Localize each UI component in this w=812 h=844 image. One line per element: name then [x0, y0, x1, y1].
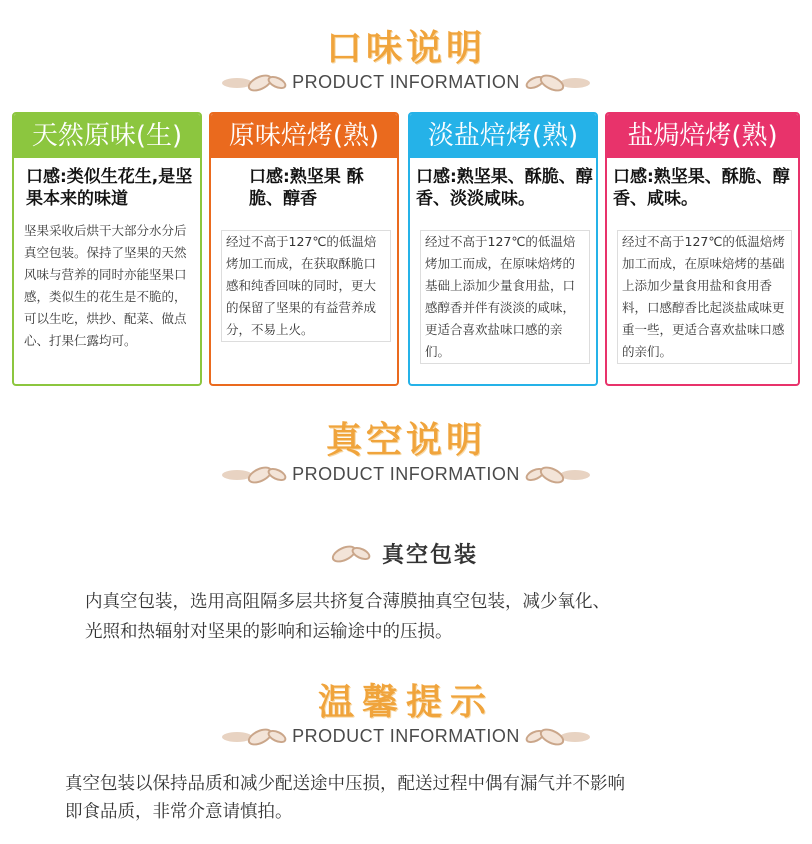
vacuum-section-title: 真空说明 — [325, 419, 486, 461]
almond-left-icon — [224, 76, 284, 90]
vacuum-section-subtitle: PRODUCT INFORMATION — [292, 464, 520, 484]
flavor-card-description: 经过不高于127℃的低温焙烤加工而成，在获取酥脆口感和纯香回味的同时，更大的保留了坚果的有益营养成分，不易上火。 — [221, 230, 391, 342]
tips-subtitle-row — [0, 726, 812, 747]
packaging-line-1: 内真空包装，选用高阻隔多层共挤复合薄膜抽真空包装，减少氧化、 — [85, 592, 610, 612]
almond-left-icon — [224, 468, 284, 482]
tips-line-2: 即食品质，非常介意请慎拍。 — [65, 802, 293, 822]
flavor-section-title: 口味说明 — [325, 27, 486, 69]
flavor-card-header: 天然原味(生) — [14, 114, 200, 158]
flavor-subtitle-row — [0, 72, 812, 93]
flavor-section-subtitle: PRODUCT INFORMATION — [292, 72, 520, 92]
tips-line-1: 真空包装以保持品质和减少配送途中压损，配送过程中偶有漏气并不影响 — [65, 774, 625, 794]
flavor-card-taste: 口感:类似生花生,是坚果本来的味道 — [26, 167, 193, 209]
flavor-card-taste: 口感:熟坚果 酥脆、醇香 — [249, 167, 364, 209]
flavor-card-salt-baked — [605, 112, 800, 386]
flavor-card-taste: 口感:熟坚果、酥脆、醇香、咸味。 — [613, 167, 790, 209]
packaging-heading — [0, 538, 812, 569]
tips-section-subtitle: PRODUCT INFORMATION — [292, 726, 520, 746]
flavor-card-taste: 口感:熟坚果、酥脆、醇香、淡淡咸味。 — [416, 167, 593, 209]
vacuum-section-header — [0, 418, 812, 485]
almond-right-icon — [528, 76, 588, 90]
flavor-card-light-salt — [408, 112, 598, 386]
almond-left-icon — [224, 730, 284, 744]
flavor-card-description: 经过不高于127℃的低温焙烤加工而成，在原味焙烤的基础上添加少量食用盐，口感醇香并伴有淡淡的咸味，更适合喜欢盐味口感的亲们。 — [420, 230, 590, 364]
flavor-card-original-roast — [209, 112, 399, 386]
packaging-line-2: 光照和热辐射对坚果的影响和运输途中的压损。 — [85, 622, 453, 642]
packaging-title: 真空包装 — [381, 543, 478, 568]
flavor-card-header: 盐焗焙烤(熟) — [607, 114, 798, 158]
flavor-card-raw — [12, 112, 202, 386]
flavor-card-description: 经过不高于127℃的低温焙烤加工而成，在原味焙烤的基础上添加少量食用盐和食用香料，口感醇香比起淡盐咸味更重一些，更适合喜欢盐味口感的亲们。 — [617, 230, 792, 364]
almond-right-icon — [528, 468, 588, 482]
tips-section-title: 温馨提示 — [317, 681, 494, 723]
flavor-card-header: 原味焙烤(熟) — [211, 114, 397, 158]
almond-icon — [334, 547, 368, 561]
flavor-cards — [12, 112, 800, 388]
tips-section-header — [0, 680, 812, 747]
flavor-card-header: 淡盐焙烤(熟) — [410, 114, 596, 158]
flavor-section-header — [0, 26, 812, 93]
almond-right-icon — [528, 730, 588, 744]
flavor-card-description: 坚果采收后烘干大部分水分后真空包装。保持了坚果的天然风味与营养的同时亦能坚果口感，类似生的花生是不脆的，可以生吃，烘抄、配菜、做点心、打果仁露均可。 — [24, 223, 187, 348]
vacuum-subtitle-row — [0, 464, 812, 485]
